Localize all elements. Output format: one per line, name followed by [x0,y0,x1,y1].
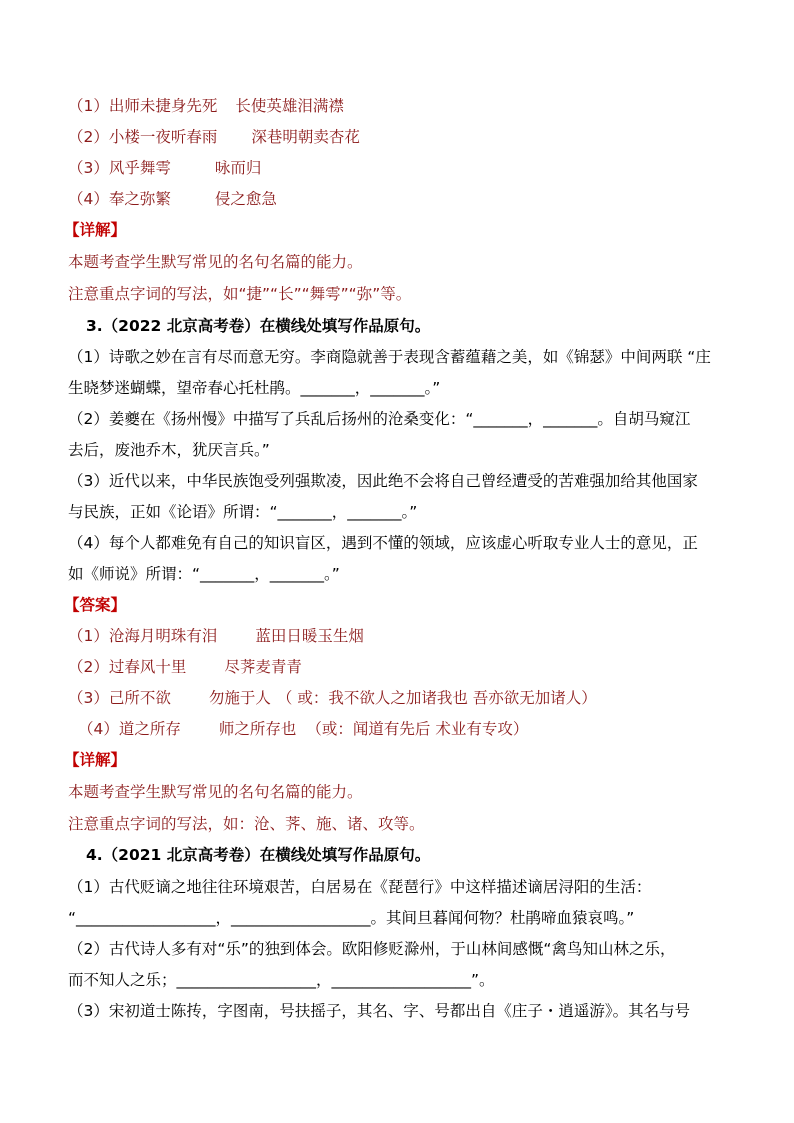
answer-part-b: 勿施于人 [208,689,271,707]
detail-label: 【详解】 [64,751,127,769]
answer-part-a: 出师未捷身先死 [108,97,218,115]
q3-answer-4 [78,719,734,739]
q3-detail-1: 本题考查学生默写常见的名句名篇的能力。 [68,783,363,801]
q3-text-line: 与民族，正如《论语》所谓：“_______，_______。” [68,503,418,521]
q4-text-line: （2）古代诗人多有对“乐”的独到体会。欧阳修贬滁州，于山林间感慨“禽鸟知山林之乐， [68,940,676,958]
q3-text-line: 去后，废池乔木，犹厌言兵。” [68,441,270,459]
question-3-title: 3.（2022 北京高考卷）在横线处填写作品原句。 [86,317,431,335]
prev-detail-1: 本题考查学生默写常见的名句名篇的能力。 [68,253,363,271]
q3-text-line: （3）近代以来，中华民族饱受列强欺凌，因此绝不会将自己曾经遭受的苦难强加给其他国家 [68,472,698,490]
q4-text-line: （3）宋初道士陈抟，字图南，号扶摇子，其名、字、号都出自《庄子・逍遥游》。其名与号 [68,1002,691,1020]
q3-text-line: 如《师说》所谓：“_______，_______。” [68,565,340,583]
answer-number: （1） [68,97,109,115]
answer-number: （2） [68,128,109,146]
prev-answer-1 [68,96,734,116]
q3-text-line: （4）每个人都难免有自己的知识盲区，遇到不懂的领域，应该虚心听取专业人士的意见，正 [68,534,698,552]
q3-text-line: （1）诗歌之妙在言有尽而意无穷。李商隐就善于表现含蓄蕴藉之美，如《锦瑟》中间两联 “庄 [68,348,711,366]
answer-alternative: （或：闻道有先后 术业有专攻） [306,720,529,738]
answer-number: （4） [78,720,119,738]
answer-part-b: 尽荠麦青青 [224,658,302,676]
prev-answer-2 [68,127,734,147]
answer-part-b: 长使英雄泪满襟 [235,97,344,115]
answer-part-b: 蓝田日暖玉生烟 [255,627,364,645]
answer-number: （4） [68,190,109,208]
q3-answer-1 [68,626,734,646]
detail-label: 【详解】 [64,221,127,239]
answer-number: （1） [68,627,109,645]
prev-detail-2: 注意重点字词的写法，如“捷”“长”“舞雩”“弥”等。 [68,285,412,303]
answer-number: （3） [68,689,109,707]
answer-number: （3） [68,159,109,177]
prev-answer-3 [68,158,734,178]
question-4-title: 4.（2021 北京高考卷）在横线处填写作品原句。 [86,846,431,864]
q4-text-line: （1）古代贬谪之地往往环境艰苦，白居易在《琵琶行》中这样描述谪居浔阳的生活： [68,878,652,896]
answer-label: 【答案】 [64,596,127,614]
answer-part-b: 师之所存也 [218,720,297,738]
answer-part-a: 己所不欲 [108,689,171,707]
q3-text-line: 生晓梦迷蝴蝶，望帝春心托杜鹃。_______，_______。” [68,379,441,397]
answer-part-a: 奉之弥繁 [108,190,171,208]
q4-text-line: 而不知人之乐；__________________，__________________”。 [68,971,495,989]
answer-part-a: 风乎舞雩 [108,159,171,177]
answer-part-a: 过春风十里 [108,658,187,676]
answer-number: （2） [68,658,109,676]
q3-answer-3 [68,688,734,708]
answer-part-b: 深巷明朝卖杏花 [251,128,360,146]
answer-alternative: （ 或：我不欲人之加诸我也 吾亦欲无加诸人） [276,689,597,707]
prev-answer-4 [68,189,734,209]
answer-part-a: 沧海月明珠有泪 [108,627,218,645]
answer-part-b: 侵之愈急 [214,190,277,208]
q3-detail-2: 注意重点字词的写法，如：沧、荠、施、诸、攻等。 [68,815,425,833]
q3-text-line: （2）姜夔在《扬州慢》中描写了兵乱后扬州的沧桑变化：“_______，_______。自胡马窥江 [68,410,691,428]
q4-text-line: “__________________，__________________。其间旦暮闻何物？杜鹃啼血猿哀鸣。” [68,909,635,927]
q3-answer-2 [68,657,734,677]
answer-part-a: 道之所存 [118,720,181,738]
answer-part-a: 小楼一夜听春雨 [108,128,218,146]
answer-part-b: 咏而归 [214,159,262,177]
